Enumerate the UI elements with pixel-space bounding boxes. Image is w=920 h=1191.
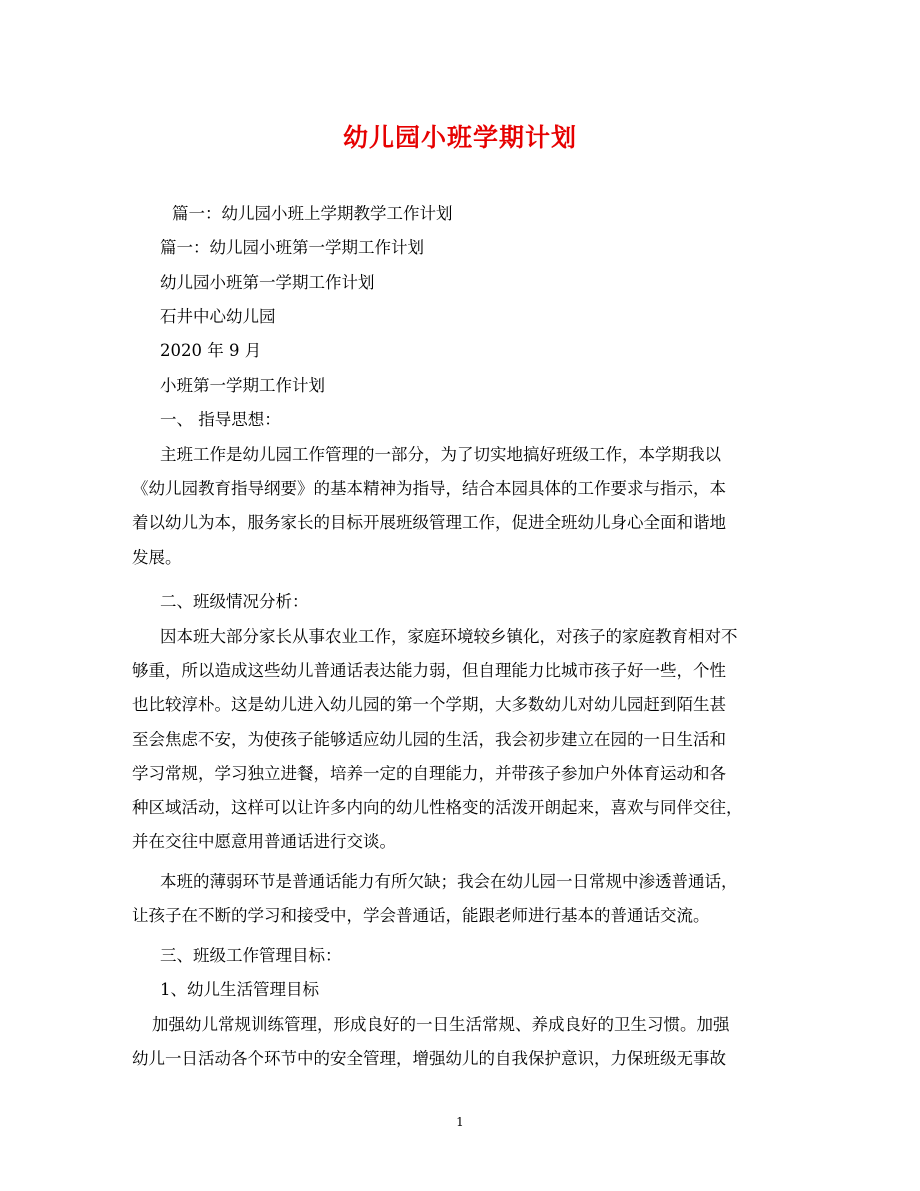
paragraph-1-row: 《幼儿园教育指导纲要》的基本精神为指导，结合本园具体的工作要求与指示，本 (132, 479, 726, 499)
paragraph-1-row: 着以幼儿为本，服务家长的目标开展班级管理工作，促进全班幼儿身心全面和谐地 (132, 513, 726, 533)
header-line-4: 石井中心幼儿园 (160, 307, 276, 326)
header-line-1: 篇一：幼儿园小班上学期教学工作计划 (172, 204, 453, 223)
paragraph-2-row: 够重，所以造成这些幼儿普通话表达能力弱，但自理能力比城市孩子好一些，个性 (132, 661, 726, 681)
section-heading-2: 二、班级情况分析： (160, 592, 309, 611)
paragraph-2-row: 学习常规，学习独立进餐，培养一定的自理能力，并带孩子参加户外体育运动和各 (132, 763, 726, 783)
paragraph-4-row: 加强幼儿常规训练管理，形成良好的一日生活常规、养成良好的卫生习惯。加强 (152, 1015, 730, 1034)
paragraph-2-row: 并在交往中愿意用普通话进行交谈。 (132, 832, 396, 852)
paragraph-4-row: 幼儿一日活动各个环节中的安全管理，增强幼儿的自我保护意识，力保班级无事故 (132, 1049, 726, 1069)
paragraph-2-row: 因本班大部分家长从事农业工作，家庭环境较乡镇化，对孩子的家庭教育相对不 (160, 627, 738, 646)
page-number: 1 (456, 1115, 464, 1129)
header-line-3: 幼儿园小班第一学期工作计划 (160, 273, 375, 292)
paragraph-2-row: 种区域活动，这样可以让许多内向的幼儿性格变的活泼开朗起来，喜欢与同伴交往， (132, 797, 743, 817)
paragraph-1 (132, 438, 792, 575)
paragraph-1-row: 发展。 (132, 547, 182, 567)
paragraph-2 (132, 620, 792, 859)
paragraph-3 (132, 865, 792, 933)
section-heading-1: 一、 指导思想： (160, 410, 281, 429)
header-line-2: 篇一：幼儿园小班第一学期工作计划 (160, 238, 424, 257)
header-line-date: 2020 年 9 月 (160, 341, 262, 360)
paragraph-2-row: 至会焦虑不安，为使孩子能够适应幼儿园的生活，我会初步建立在园的一日生活和 (132, 729, 726, 749)
header-line-6: 小班第一学期工作计划 (160, 376, 325, 395)
document-title: 幼儿园小班学期计划 (342, 123, 577, 152)
paragraph-4 (132, 1008, 792, 1076)
paragraph-2-row: 也比较淳朴。这是幼儿进入幼儿园的第一个学期，大多数幼儿对幼儿园赶到陌生甚 (132, 695, 726, 715)
section-heading-3: 三、班级工作管理目标： (160, 946, 342, 965)
paragraph-3-row: 让孩子在不断的学习和接受中，学会普通话，能跟老师进行基本的普通话交流。 (132, 906, 710, 926)
paragraph-1-row: 主班工作是幼儿园工作管理的一部分，为了切实地搞好班级工作，本学期我以 (160, 445, 721, 464)
subsection-heading-3-1: 1、幼儿生活管理目标 (160, 980, 319, 999)
paragraph-3-row: 本班的薄弱环节是普通话能力有所欠缺；我会在幼儿园一日常规中渗透普通话， (160, 872, 738, 891)
